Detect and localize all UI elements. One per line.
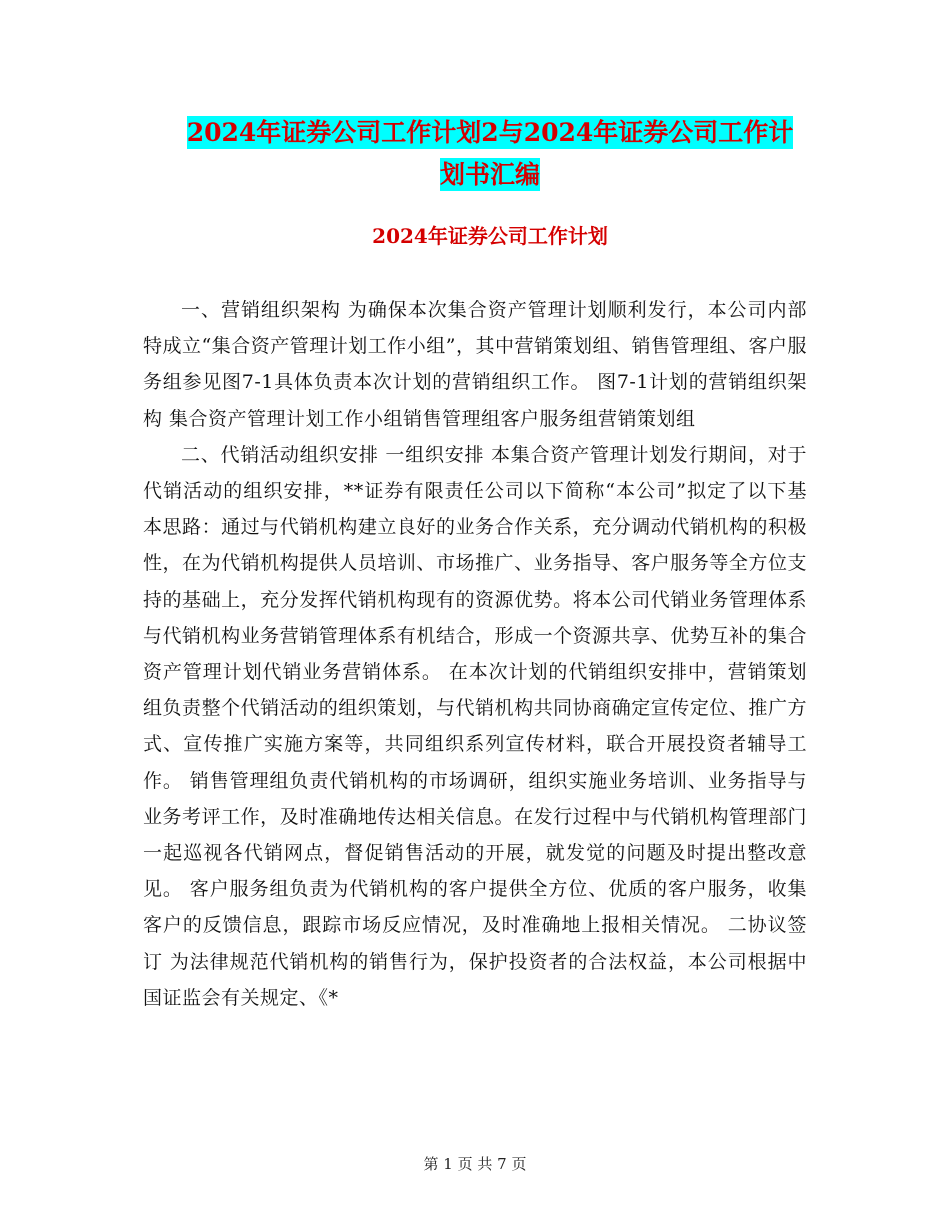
document-title-line-2: 划书汇编 bbox=[439, 160, 540, 189]
paragraph-marketing-organization: 一、营销组织架构 为确保本次集合资产管理计划顺利发行，本公司内部特成立“集合资产管理计划工作小组”，其中营销策划组、销售管理组、客户服务组参见图7-1具体负责本次计划的营销组织工作。 图7-1计划的营销组织架构 集合资产管理计划工作小组销售管理组客户服务组营销策划组 bbox=[143, 299, 807, 430]
section-title: 2024年证券公司工作计划 bbox=[372, 224, 608, 248]
document-title bbox=[140, 112, 840, 196]
document-body bbox=[143, 292, 807, 1016]
page-footer: 第 1 页 共 7 页 bbox=[423, 1155, 527, 1173]
paragraph-distribution-arrangement: 二、代销活动组织安排 一组织安排 本集合资产管理计划发行期间，对于代销活动的组织安排，**证券有限责任公司以下简称“本公司”拟定了以下基本思路：通过与代销机构建立良好的业务合作关系，充分调动代销机构的积极性，在为代销机构提供人员培训、市场推广、业务指导、客户服务等全方位支持的基础上，充分发挥代销机构现有的资源优势。将本公司代销业务管理体系与代销机构业务营销管理体系有机结合，形成一个资源共享、优势互补的集合资产管理计划代销业务营销体系。 在本次计划的代销组织安排中，营销策划组负责整个代销活动的组织策划，与代销机构共同协商确定宣传定位、推广方式、宣传推广实施方案等，共同组织系列宣传材料，联合开展投资者辅导工作。 销售管理组负责代销机构的市场调研，组织实施业务培训、业务指导与业务考评工作，及时准确地传达相关信息。在发行过程中与代销机构管理部门一起巡视各代销网点，督促销售活动的开展，就发觉的问题及时提出整改意见。 客户服务组负责为代销机构的客户提供全方位、优质的客户服务，收集客户的反馈信息，跟踪市场反应情况，及时准确地上报相关情况。 二协议签订 为法律规范代销机构的销售行为，保护投资者的合法权益，本公司根据中国证监会有关规定、《* bbox=[143, 443, 807, 1009]
document-title-line-1: 2024年证券公司工作计划2与2024年证券公司工作计 bbox=[186, 118, 794, 147]
